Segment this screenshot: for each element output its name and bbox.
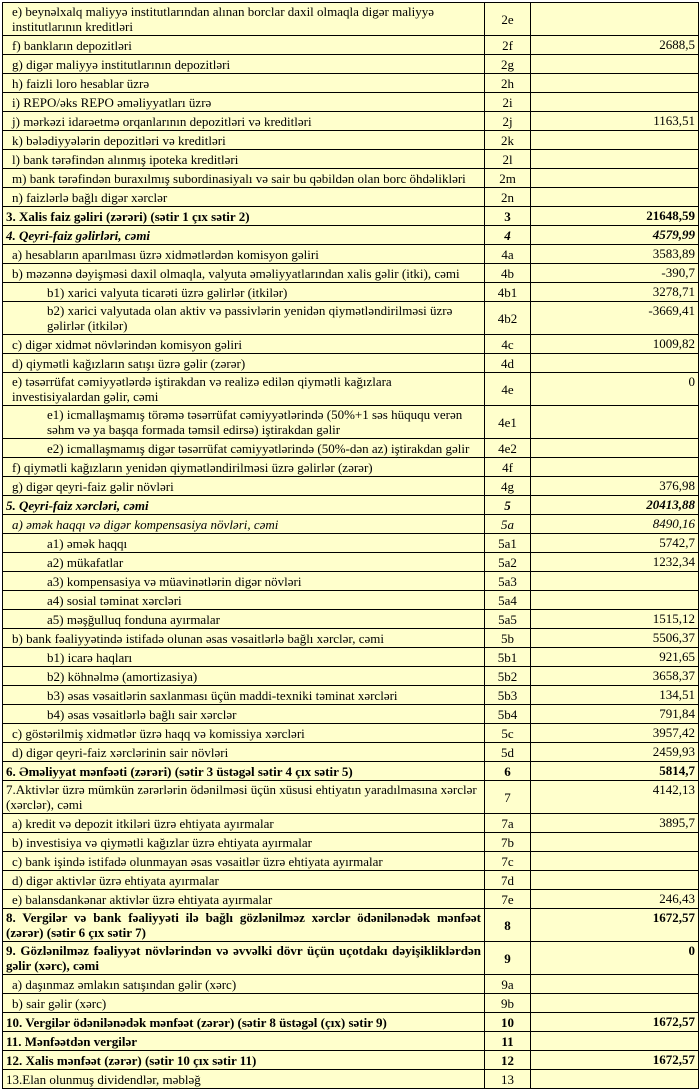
table-row <box>3 245 699 264</box>
row-value: -3669,41 <box>531 302 699 335</box>
row-code: 7b <box>485 833 531 852</box>
table-row <box>3 439 699 458</box>
row-value <box>531 188 699 207</box>
row-label: e2) icmallaşmamış digər təsərrüfat cəmiyyətlərində (50%-dən az) iştirakdan gəlir <box>3 439 485 458</box>
row-code: 8 <box>485 909 531 942</box>
table-row <box>3 871 699 890</box>
row-label: a) daşınmaz əmlakın satışından gəlir (xərc) <box>3 975 485 994</box>
row-code: 5b3 <box>485 686 531 705</box>
row-code: 4g <box>485 477 531 496</box>
table-row <box>3 994 699 1013</box>
row-value <box>531 3 699 36</box>
row-value <box>531 591 699 610</box>
table-row <box>3 335 699 354</box>
row-value: 134,51 <box>531 686 699 705</box>
row-code: 4e <box>485 373 531 406</box>
table-row <box>3 781 699 814</box>
row-label: b) məzənnə dəyişməsi daxil olmaqla, valyuta əməliyyatlarından xalis gəlir (itki), cəmi <box>3 264 485 283</box>
table-row <box>3 890 699 909</box>
row-code: 4e2 <box>485 439 531 458</box>
row-value: 3658,37 <box>531 667 699 686</box>
table-row <box>3 724 699 743</box>
row-code: 4d <box>485 354 531 373</box>
row-value <box>531 55 699 74</box>
row-label: a4) sosial təminat xərcləri <box>3 591 485 610</box>
row-code: 5c <box>485 724 531 743</box>
row-value <box>531 871 699 890</box>
table-row <box>3 188 699 207</box>
row-value <box>531 833 699 852</box>
row-code: 9b <box>485 994 531 1013</box>
row-value <box>531 458 699 477</box>
row-label: a) hesabların aparılması üzrə xidmətlərdən komisyon gəliri <box>3 245 485 264</box>
row-label: i) REPO/əks REPO əməliyyatları üzrə <box>3 93 485 112</box>
row-code: 2j <box>485 112 531 131</box>
row-code: 13 <box>485 1070 531 1089</box>
row-code: 11 <box>485 1032 531 1051</box>
row-label: c) digər xidmət növlərindən komisyon gəliri <box>3 335 485 354</box>
row-value <box>531 1070 699 1089</box>
table-row <box>3 814 699 833</box>
table-row <box>3 373 699 406</box>
row-label: 5. Qeyri-faiz xərcləri, cəmi <box>3 496 485 515</box>
table-row <box>3 762 699 781</box>
row-label: a5) məşğulluq fonduna ayırmalar <box>3 610 485 629</box>
row-code: 5b2 <box>485 667 531 686</box>
row-code: 9 <box>485 942 531 975</box>
row-code: 9a <box>485 975 531 994</box>
table-row <box>3 629 699 648</box>
row-value <box>531 74 699 93</box>
row-label: e) beynəlxalq maliyyə institutlarından alınan borclar daxil olmaqla digər maliyyə institutlarının kreditləri <box>3 3 485 36</box>
row-code: 5a3 <box>485 572 531 591</box>
row-value: 3583,89 <box>531 245 699 264</box>
row-code: 2n <box>485 188 531 207</box>
row-value: 921,65 <box>531 648 699 667</box>
table-row <box>3 591 699 610</box>
row-label: b2) xarici valyutada olan aktiv və passivlərin yenidən qiymətləndirilməsi üzrə gəlirlər (itkilər) <box>3 302 485 335</box>
row-label: d) digər qeyri-faiz xərclərinin sair növləri <box>3 743 485 762</box>
row-value: 20413,88 <box>531 496 699 515</box>
table-row <box>3 477 699 496</box>
row-label: 7.Aktivlər üzrə mümkün zərərlərin ödənilməsi üçün xüsusi ehtiyatın yaradılmasına xərclər (xərclər), cəmi <box>3 781 485 814</box>
row-code: 2m <box>485 169 531 188</box>
row-code: 7 <box>485 781 531 814</box>
row-code: 2e <box>485 3 531 36</box>
row-value: 246,43 <box>531 890 699 909</box>
row-label: d) qiymətli kağızların satışı üzrə gəlir (zərər) <box>3 354 485 373</box>
table-row <box>3 534 699 553</box>
row-value: 1163,51 <box>531 112 699 131</box>
row-label: a2) mükafatlar <box>3 553 485 572</box>
row-value: -390,7 <box>531 264 699 283</box>
row-value <box>531 994 699 1013</box>
row-value <box>531 1032 699 1051</box>
row-code: 5a5 <box>485 610 531 629</box>
table-row <box>3 975 699 994</box>
table-row <box>3 226 699 245</box>
row-label: b) investisiya və qiymətli kağızlar üzrə ehtiyata ayırmalar <box>3 833 485 852</box>
row-label: a1) əmək haqqı <box>3 534 485 553</box>
row-value: 5814,7 <box>531 762 699 781</box>
row-code: 3 <box>485 207 531 226</box>
row-label: a) kredit və depozit itkiləri üzrə ehtiyata ayırmalar <box>3 814 485 833</box>
row-label: e) balansdankənar aktivlər üzrə ehtiyata ayırmalar <box>3 890 485 909</box>
row-code: 2g <box>485 55 531 74</box>
row-code: 4b1 <box>485 283 531 302</box>
table-row <box>3 1051 699 1070</box>
table-row <box>3 74 699 93</box>
table-row <box>3 207 699 226</box>
row-label: b3) əsas vəsaitlərin saxlanması üçün maddi-texniki təminat xərcləri <box>3 686 485 705</box>
table-row <box>3 648 699 667</box>
row-label: 8. Vergilər və bank fəaliyyəti ilə bağlı gözlənilməz xərclər ödənilənədək mənfəət (zərər) (sətir 6 çıx sətir 7) <box>3 909 485 942</box>
row-value: 1515,12 <box>531 610 699 629</box>
table-row <box>3 354 699 373</box>
row-value: 2459,93 <box>531 743 699 762</box>
row-label: b1) icarə haqları <box>3 648 485 667</box>
row-label: e1) icmallaşmamış törəmə təsərrüfat cəmiyyətlərində (50%+1 səs hüququ verən səhm və ya başqa formada təmsil edirsə) iştirakdan gəlir <box>3 406 485 439</box>
table-row <box>3 169 699 188</box>
row-value: 2688,5 <box>531 36 699 55</box>
table-row <box>3 55 699 74</box>
table-row <box>3 131 699 150</box>
table-row <box>3 283 699 302</box>
row-label: 13.Elan olunmuş dividendlər, məbləğ <box>3 1070 485 1089</box>
table-row <box>3 112 699 131</box>
table-body <box>3 3 699 1089</box>
row-label: n) faizlərlə bağlı digər xərclər <box>3 188 485 207</box>
table-row <box>3 302 699 335</box>
row-code: 4b <box>485 264 531 283</box>
row-value: 4142,13 <box>531 781 699 814</box>
table-row <box>3 833 699 852</box>
row-label: 12. Xalis mənfəət (zərər) (sətir 10 çıx sətir 11) <box>3 1051 485 1070</box>
row-value: 376,98 <box>531 477 699 496</box>
table-row <box>3 705 699 724</box>
row-code: 6 <box>485 762 531 781</box>
row-code: 2l <box>485 150 531 169</box>
table-row <box>3 406 699 439</box>
row-code: 5 <box>485 496 531 515</box>
table-row <box>3 3 699 36</box>
row-value: 3895,7 <box>531 814 699 833</box>
table-row <box>3 610 699 629</box>
table-row <box>3 553 699 572</box>
row-label: k) bələdiyyələrin depozitləri və kreditləri <box>3 131 485 150</box>
row-label: 6. Əməliyyat mənfəəti (zərəri) (sətir 3 üstəgəl sətir 4 çıx sətir 5) <box>3 762 485 781</box>
row-label: g) digər maliyyə institutlarının depozitləri <box>3 55 485 74</box>
row-label: e) təsərrüfat cəmiyyətlərdə iştirakdan və realizə edilən qiymətli kağızlara investisiyalardan gəlir, cəmi <box>3 373 485 406</box>
table-row <box>3 515 699 534</box>
row-code: 5a <box>485 515 531 534</box>
row-code: 5b1 <box>485 648 531 667</box>
row-label: 11. Mənfəətdən vergilər <box>3 1032 485 1051</box>
row-value <box>531 975 699 994</box>
row-code: 5b4 <box>485 705 531 724</box>
row-value <box>531 354 699 373</box>
row-code: 4a <box>485 245 531 264</box>
row-value: 1672,57 <box>531 909 699 942</box>
row-code: 5a4 <box>485 591 531 610</box>
row-code: 2f <box>485 36 531 55</box>
row-value: 4579,99 <box>531 226 699 245</box>
row-value: 3957,42 <box>531 724 699 743</box>
row-value <box>531 852 699 871</box>
row-label: l) bank tərəfindən alınmış ipoteka kreditləri <box>3 150 485 169</box>
row-code: 10 <box>485 1013 531 1032</box>
row-value: 1672,57 <box>531 1013 699 1032</box>
row-value <box>531 572 699 591</box>
row-code: 4 <box>485 226 531 245</box>
table-row <box>3 686 699 705</box>
row-value <box>531 150 699 169</box>
row-value: 3278,71 <box>531 283 699 302</box>
row-label: m) bank tərəfindən buraxılmış subordinasiyalı və sair bu qəbildən olan borc öhdəlikləri <box>3 169 485 188</box>
row-label: 10. Vergilər ödənilənədək mənfəət (zərər) (sətir 8 üstəgəl (çıx) sətir 9) <box>3 1013 485 1032</box>
table-row <box>3 667 699 686</box>
row-label: g) digər qeyri-faiz gəlir növləri <box>3 477 485 496</box>
row-code: 4e1 <box>485 406 531 439</box>
table-row <box>3 1013 699 1032</box>
row-code: 5a2 <box>485 553 531 572</box>
row-code: 2h <box>485 74 531 93</box>
row-label: c) bank işində istifadə olunmayan əsas vəsaitlər üzrə ehtiyata ayırmalar <box>3 852 485 871</box>
row-label: d) digər aktivlər üzrə ehtiyata ayırmalar <box>3 871 485 890</box>
row-code: 4b2 <box>485 302 531 335</box>
table-row <box>3 1032 699 1051</box>
row-code: 5b <box>485 629 531 648</box>
row-value <box>531 93 699 112</box>
table-row <box>3 743 699 762</box>
table-row <box>3 93 699 112</box>
row-value <box>531 406 699 439</box>
table-row <box>3 852 699 871</box>
row-label: f) qiymətli kağızların yenidən qiymətləndirilməsi üzrə gəlirlər (zərər) <box>3 458 485 477</box>
table-row <box>3 496 699 515</box>
row-value <box>531 169 699 188</box>
row-code: 7d <box>485 871 531 890</box>
row-value: 5742,7 <box>531 534 699 553</box>
row-label: j) mərkəzi idarəetmə orqanlarının depozitləri və kreditləri <box>3 112 485 131</box>
row-label: b1) xarici valyuta ticarəti üzrə gəlirlər (itkilər) <box>3 283 485 302</box>
row-label: b) sair gəlir (xərc) <box>3 994 485 1013</box>
row-code: 7a <box>485 814 531 833</box>
row-label: b2) köhnəlmə (amortizasiya) <box>3 667 485 686</box>
row-code: 12 <box>485 1051 531 1070</box>
table-row <box>3 458 699 477</box>
row-label: 3. Xalis faiz gəliri (zərəri) (sətir 1 çıx sətir 2) <box>3 207 485 226</box>
income-statement-table <box>2 2 699 1089</box>
row-label: f) bankların depozitləri <box>3 36 485 55</box>
row-label: 4. Qeyri-faiz gəlirləri, cəmi <box>3 226 485 245</box>
row-code: 4f <box>485 458 531 477</box>
row-code: 5a1 <box>485 534 531 553</box>
row-label: h) faizli loro hesablar üzrə <box>3 74 485 93</box>
row-code: 7e <box>485 890 531 909</box>
row-label: b4) əsas vəsaitlərlə bağlı sair xərclər <box>3 705 485 724</box>
table-row <box>3 942 699 975</box>
row-value: 1672,57 <box>531 1051 699 1070</box>
row-code: 4c <box>485 335 531 354</box>
row-value: 5506,37 <box>531 629 699 648</box>
row-value: 1232,34 <box>531 553 699 572</box>
table-row <box>3 572 699 591</box>
table-row <box>3 909 699 942</box>
row-label: 9. Gözlənilməz fəaliyyət növlərindən və əvvəlki dövr üçün uçotdakı dəyişikliklərdən gəlir (xərc), cəmi <box>3 942 485 975</box>
table-row <box>3 36 699 55</box>
row-value: 21648,59 <box>531 207 699 226</box>
row-code: 7c <box>485 852 531 871</box>
row-code: 2i <box>485 93 531 112</box>
table-row <box>3 264 699 283</box>
row-code: 2k <box>485 131 531 150</box>
row-value <box>531 439 699 458</box>
row-code: 5d <box>485 743 531 762</box>
row-value <box>531 131 699 150</box>
row-label: a) əmək haqqı və digər kompensasiya növləri, cəmi <box>3 515 485 534</box>
row-label: c) göstərilmiş xidmətlər üzrə haqq və komissiya xərcləri <box>3 724 485 743</box>
row-label: a3) kompensasiya və müavinətlərin digər növləri <box>3 572 485 591</box>
table-row <box>3 1070 699 1089</box>
table-row <box>3 150 699 169</box>
row-value: 1009,82 <box>531 335 699 354</box>
row-value: 791,84 <box>531 705 699 724</box>
row-value: 0 <box>531 373 699 406</box>
row-value: 0 <box>531 942 699 975</box>
row-value: 8490,16 <box>531 515 699 534</box>
row-label: b) bank fəaliyyətində istifadə olunan əsas vəsaitlərlə bağlı xərclər, cəmi <box>3 629 485 648</box>
